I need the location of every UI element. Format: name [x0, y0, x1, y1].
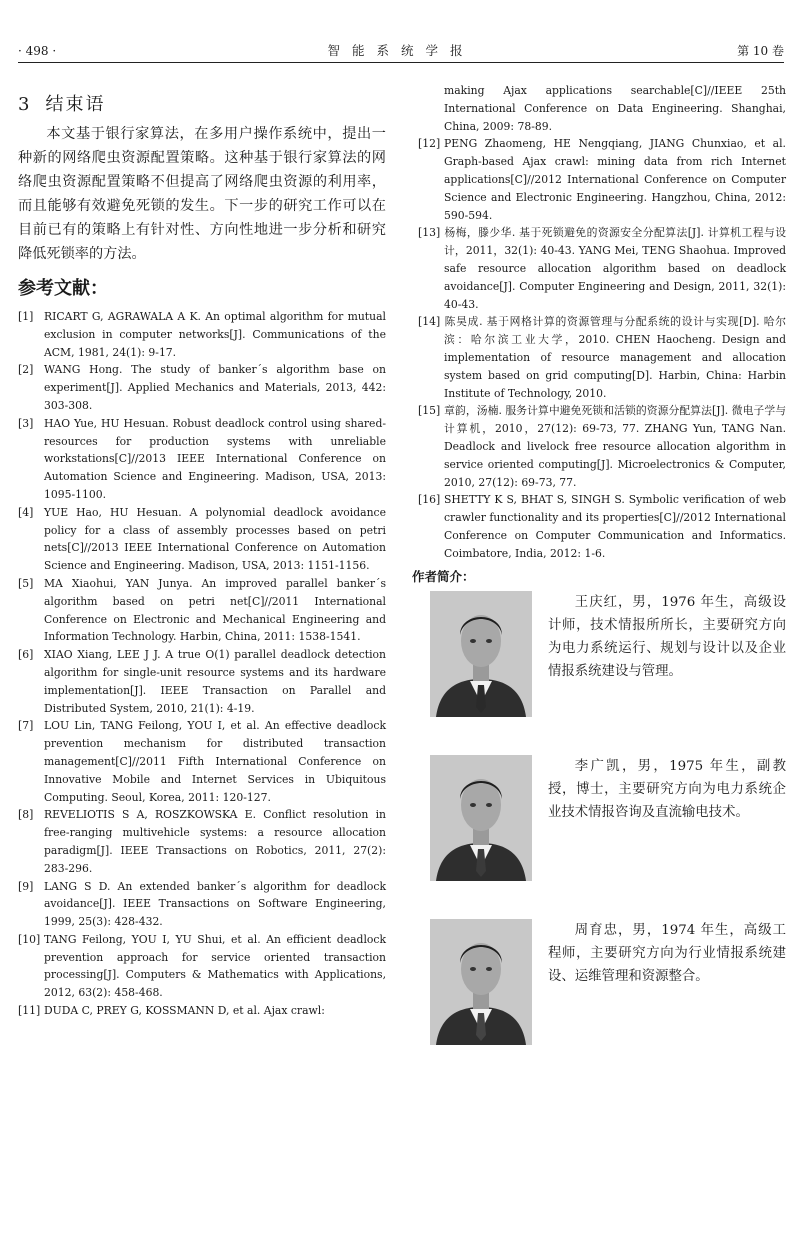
reference-item — [18, 717, 386, 806]
reference-item — [18, 931, 386, 1002]
reference-number: [4] — [18, 505, 34, 519]
reference-item — [18, 361, 386, 414]
reference-item — [18, 308, 386, 361]
reference-number: [6] — [18, 648, 34, 662]
reference-item — [18, 415, 386, 504]
reference-number: [10] — [18, 932, 41, 946]
reference-number: [13] — [418, 226, 441, 240]
reference-text: 陈昊成. 基于网格计算的资源管理与分配系统的设计与实现[D]. 哈尔滨：哈尔滨工业大学，2010. CHEN Haocheng. Design and implementation of resource management and allocation system based on grid computing[D]. Harbin, China: Harbin Institute of Technology, 2010. — [444, 315, 786, 400]
reference-item — [18, 646, 386, 717]
reference-item — [18, 878, 386, 931]
reference-item — [418, 224, 786, 313]
reference-number: [8] — [18, 808, 34, 822]
left-eye-shape — [470, 639, 476, 643]
reference-number: [14] — [418, 315, 441, 329]
reference-text: XIAO Xiang, LEE J J. A true O(1) parallel deadlock detection algorithm for single-unit resource systems and its hardware implementation[J]. IEEE Transaction on Parallel and Distributed System, 2010, 21(1): 4-19. — [44, 648, 386, 715]
reference-item — [418, 402, 786, 491]
reference-text: HAO Yue, HU Hesuan. Robust deadlock control using shared-resources for production systems with unreliable workstations[C]//2013 IEEE International Conference on Automation Science and Engineering. Madison, USA, 2013: 1095-1100. — [44, 416, 386, 501]
reference-text: TANG Feilong, YOU I, YU Shui, et al. An efficient deadlock prevention approach for service oriented transaction processing[J]. Computers & Mathematics with Applications, 2012, 63(2): 458-468. — [44, 932, 386, 1000]
reference-text: WANG Hong. The study of banker´s algorithm base on experiment[J]. Applied Mechanics and Materials, 2013, 442: 303-308. — [44, 363, 386, 412]
left-eye-shape — [470, 803, 476, 807]
portrait-icon — [430, 755, 532, 881]
reference-number: [5] — [18, 576, 34, 590]
reference-number: [15] — [418, 404, 441, 418]
reference-text: SHETTY K S, BHAT S, SINGH S. Symbolic verification of web crawler functionality and its properties[C]//2012 International Conference on Computer Communication and Informatics. Coimbatore, India, 2012: 1-6. — [444, 493, 786, 560]
reference-number: [2] — [18, 363, 34, 377]
reference-text: PENG Zhaomeng, HE Nengqiang, JIANG Chunxiao, et al. Graph-based Ajax crawl: mining data from rich Internet applications[C]//2012 International Conference on Computer Science and Electronic Engineering. Hangzhou, China, 2012: 590-594. — [444, 137, 786, 222]
references-list-right — [418, 82, 786, 563]
reference-item — [18, 806, 386, 877]
right-column — [412, 82, 786, 1083]
reference-text: DUDA C, PREY G, KOSSMANN D, et al. Ajax crawl: — [44, 1004, 325, 1018]
authors-list — [418, 591, 786, 1083]
reference-item — [418, 82, 786, 135]
section-title — [18, 90, 386, 116]
reference-item — [418, 313, 786, 402]
author-bio: 周育忠，男，1974 年生，高级工程师，主要研究方向为行业情报系统建设、运维管理和资源整合。 — [548, 922, 786, 984]
page-header — [18, 42, 784, 60]
reference-item — [418, 491, 786, 562]
author-entry — [418, 591, 786, 755]
reference-number: [16] — [418, 493, 441, 507]
portrait-icon — [430, 591, 532, 717]
reference-text: LOU Lin, TANG Feilong, YOU I, et al. An effective deadlock prevention mechanism for distributed transaction management[C]//2011 Fifth International Conference on Innovative Mobile and Internet Services in Ubiquitous Computing. Seoul, Korea, 2011: 120-127. — [44, 719, 386, 804]
section-number: 3 — [18, 94, 32, 115]
reference-text: YUE Hao, HU Hesuan. A polynomial deadlock avoidance policy for a class of assembly processes based on petri nets[C]//2013 IEEE International Conference on Automation Science and Engineering. Madison, USA, 2013: 1151-1156. — [44, 505, 386, 573]
left-eye-shape — [470, 967, 476, 971]
reference-text: RICART G, AGRAWALA A K. An optimal algorithm for mutual exclusion in computer networks[J]. Communications of the ACM, 1981, 24(1): 9-17. — [44, 310, 386, 359]
reference-number: [12] — [418, 137, 441, 151]
author-bio: 李广凯，男，1975 年生，副教授，博士，主要研究方向为电力系统企业技术情报咨询及直流输电技术。 — [548, 758, 786, 820]
reference-text: MA Xiaohui, YAN Junya. An improved parallel banker´s algorithm based on petri net[C]//2011 International Conference on Electronic and Mechanical Engineering and Information Technology. Harbin, China, 2011: 1538-1541. — [44, 576, 386, 644]
references-list-left — [18, 308, 386, 1020]
author-entry — [418, 919, 786, 1083]
author-bio: 王庆红，男，1976 年生，高级设计师，技术情报所所长，主要研究方向为电力系统运行、规划与设计以及企业情报系统建设与管理。 — [548, 594, 786, 679]
author-photo — [430, 755, 532, 881]
reference-number: [9] — [18, 879, 34, 893]
reference-item — [18, 1002, 386, 1020]
left-column — [18, 82, 386, 1020]
reference-item — [18, 504, 386, 575]
right-eye-shape — [486, 639, 492, 643]
page-number: · 498 · — [18, 44, 57, 58]
right-eye-shape — [486, 967, 492, 971]
author-photo — [430, 591, 532, 717]
right-eye-shape — [486, 803, 492, 807]
conclusion-paragraph: 本文基于银行家算法，在多用户操作系统中，提出一种新的网络爬虫资源配置策略。这种基于银行家算法的网络爬虫资源配置策略不但提高了网络爬虫资源的利用率，而且能够有效避免死锁的发生。下一步的研究工作可以在目前已有的策略上有针对性、方向性地进一步分析和研究降低死锁率的方法。 — [18, 126, 386, 262]
reference-text: making Ajax applications searchable[C]//IEEE 25th International Conference on Data Engineering. Shanghai, China, 2009: 78-89. — [444, 84, 786, 133]
reference-text: 杨梅，滕少华. 基于死锁避免的资源安全分配算法[J]. 计算机工程与设计，2011，32(1): 40-43. YANG Mei, TENG Shaohua. Improved safe resource allocation algorithm based on deadlock avoidance[J]. Computer Engineering and Design, 2011, 32(1): 40-43. — [444, 226, 786, 311]
reference-item — [18, 575, 386, 646]
reference-text: LANG S D. An extended banker´s algorithm for deadlock avoidance[J]. IEEE Transactions on Software Engineering, 1999, 25(3): 428-432. — [44, 879, 386, 929]
reference-number: [11] — [18, 1004, 41, 1018]
reference-text: 章韵，汤楠. 服务计算中避免死锁和活锁的资源分配算法[J]. 微电子学与计算机，2010，27(12): 69-73, 77. ZHANG Yun, TANG Nan. Deadlock and livelock free resource allocation algorithm in service oriented computing[J]. Microelectronics & Computer, 2010, 27(12): 69-73, 77. — [444, 404, 786, 489]
reference-item — [418, 135, 786, 224]
reference-number: [3] — [18, 416, 34, 430]
reference-text: REVELIOTIS S A, ROSZKOWSKA E. Conflict resolution in free-ranging multivehicle systems: a resource allocation paradigm[J]. IEEE Transactions on Robotics, 2011, 27(2): 283-296. — [44, 808, 386, 875]
author-entry — [418, 755, 786, 919]
volume-label: 第 10 卷 — [737, 44, 784, 58]
journal-name: 智能系统学报 — [327, 43, 475, 58]
authors-heading: 作者简介： — [412, 568, 475, 584]
portrait-icon — [430, 919, 532, 1045]
section-title-text: 结束语 — [45, 94, 106, 115]
header-rule — [18, 62, 784, 63]
references-heading: 参考文献： — [18, 278, 108, 299]
reference-number: [7] — [18, 719, 34, 733]
reference-number: [1] — [18, 310, 34, 323]
author-photo — [430, 919, 532, 1045]
